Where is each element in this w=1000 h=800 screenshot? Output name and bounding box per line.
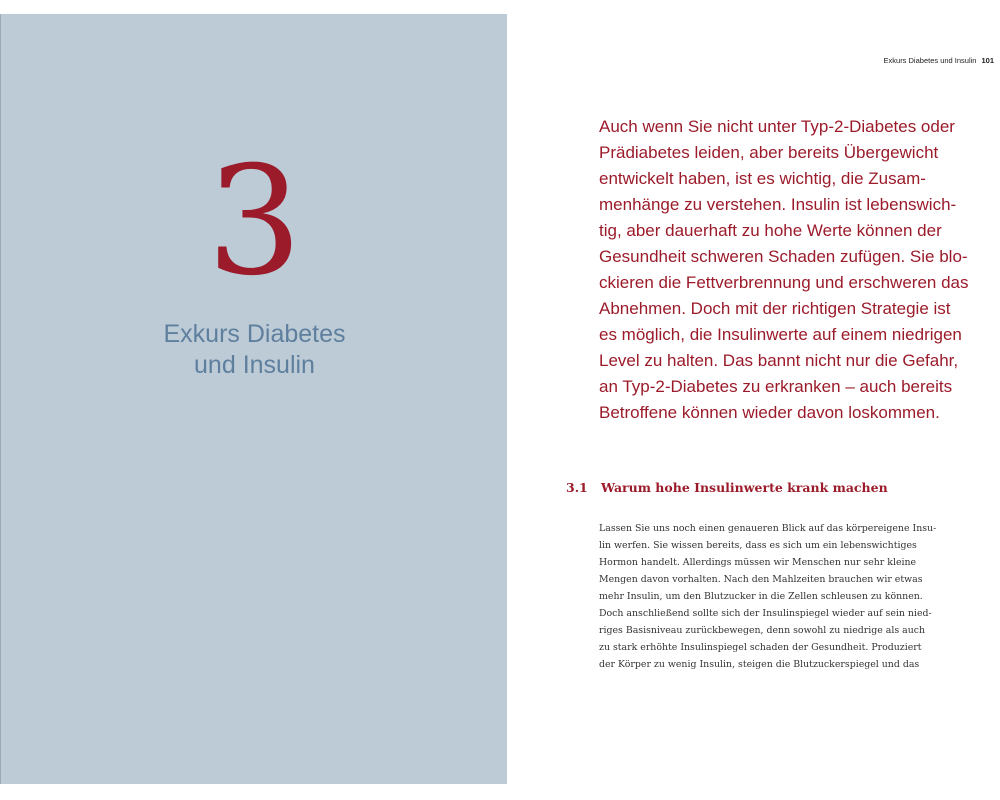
body-line: Lassen Sie uns noch einen genaueren Blick auf das körpereigene Insu- <box>599 523 937 534</box>
chapter-number: 3 <box>206 135 303 309</box>
page-number: 101 <box>981 56 994 65</box>
body-line: zu stark erhöhte Insulinspiegel schaden der Gesundheit. Produziert <box>599 642 922 653</box>
chapter-title <box>1 319 508 381</box>
chapter-opener-panel <box>0 14 507 784</box>
body-line: Hormon handelt. Allerdings müssen wir Menschen nur sehr kleine <box>599 557 917 568</box>
intro-line: ckieren die Fettverbrennung und erschweren das <box>599 273 969 292</box>
right-page <box>507 0 1000 800</box>
chapter-title-line-1: Exkurs Diabetes <box>163 320 346 348</box>
intro-line: Gesundheit schweren Schaden zufügen. Sie blo- <box>599 247 968 266</box>
body-line: riges Basisniveau zurückbewegen, denn sowohl zu niedrige als auch <box>599 625 926 636</box>
body-line: mehr Insulin, um den Blutzucker in die Zellen schleusen zu können. <box>599 591 923 602</box>
running-head-title: Exkurs Diabetes und Insulin <box>883 56 977 65</box>
intro-line: tig, aber dauerhaft zu hohe Werte können der <box>599 221 942 240</box>
body-line: lin werfen. Sie wissen bereits, dass es sich um ein lebenswichtiges <box>599 540 917 551</box>
intro-paragraph <box>599 114 979 426</box>
body-paragraph <box>599 520 974 673</box>
section-heading <box>566 480 986 495</box>
chapter-title-line-2: und Insulin <box>194 351 315 379</box>
body-line: der Körper zu wenig Insulin, steigen die Blutzuckerspiegel und das <box>599 659 920 670</box>
intro-line: entwickelt haben, ist es wichtig, die Zusam- <box>599 169 926 188</box>
running-head <box>884 56 994 65</box>
intro-line: menhänge zu verstehen. Insulin ist lebenswich- <box>599 195 957 214</box>
intro-line: Abnehmen. Doch mit der richtigen Strategie ist <box>599 299 951 318</box>
intro-line: Auch wenn Sie nicht unter Typ-2-Diabetes oder <box>599 117 955 136</box>
body-line: Mengen davon vorhalten. Nach den Mahlzeiten brauchen wir etwas <box>599 574 923 585</box>
intro-line: Prädiabetes leiden, aber bereits Übergewicht <box>599 143 939 162</box>
section-title: Warum hohe Insulinwerte krank machen <box>601 480 888 495</box>
intro-line: Level zu halten. Das bannt nicht nur die Gefahr, <box>599 351 959 370</box>
intro-line: Betroffene können wieder davon loskommen. <box>599 403 940 422</box>
intro-line: an Typ-2-Diabetes zu erkranken – auch bereits <box>599 377 953 396</box>
body-line: Doch anschließend sollte sich der Insulinspiegel wieder auf sein nied- <box>599 608 932 619</box>
intro-line: es möglich, die Insulinwerte auf einem niedrigen <box>599 325 962 344</box>
section-number: 3.1 <box>566 480 588 495</box>
